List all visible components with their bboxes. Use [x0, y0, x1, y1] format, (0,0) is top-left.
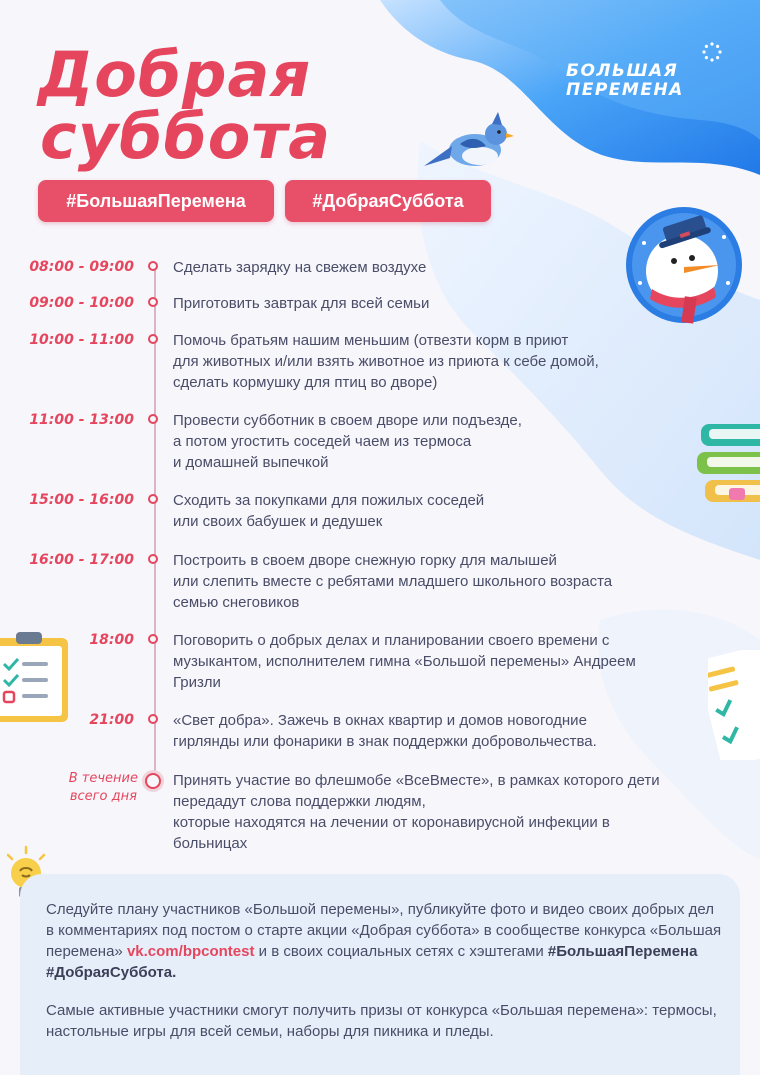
page-title-line1: Добрая: [38, 38, 312, 111]
timeline-dot: [148, 414, 158, 424]
schedule-text: Поговорить о добрых делах и планировании своего времени с музыкантом, исполнителем гимна «Большой перемены» Андреем Гризли: [173, 632, 636, 691]
schedule-time: 21:00: [89, 712, 134, 728]
checklist-icon: [708, 650, 760, 760]
bird-icon: [420, 108, 515, 178]
schedule-text: Построить в своем дворе снежную горку для малышей или слепить вместе с ребятами младшего школьного возраста семью снеговиков: [173, 552, 613, 611]
schedule-time: 08:00 - 09:00: [29, 259, 134, 275]
brand-line1: БОЛЬШАЯ: [566, 61, 679, 81]
brand-line2: ПЕРЕМЕНА: [566, 80, 684, 100]
books-icon: [695, 420, 760, 515]
timeline-dot: [148, 714, 158, 724]
schedule-text: Принять участие во флешмобе «ВсеВместе», в рамках которого дети передадут слова поддержки людям, которые находятся на лечении от коронавирусной инфекции в больницах: [173, 772, 660, 852]
schedule-time: 18:00: [89, 632, 134, 648]
schedule-text: Помочь братьям нашим меньшим (отвезти корм в приют для животных и/или взять животное из приюта к себе домой, сделать кормушку для птиц во дворе): [173, 332, 599, 391]
schedule-time: 09:00 - 10:00: [29, 295, 134, 311]
info-box: [20, 874, 740, 1075]
page-title-line2: суббота: [40, 100, 332, 173]
schedule-time: В течение всего дня: [68, 771, 138, 804]
hashtag-chip-ds[interactable]: #ДобраяСуббота: [285, 180, 491, 222]
info-paragraph-1: [46, 899, 726, 983]
schedule-text: Провести субботник в своем дворе или подъезде, а потом угостить соседей чаем из термоса и домашней выпечкой: [173, 412, 522, 471]
schedule-time: 10:00 - 11:00: [29, 332, 134, 348]
schedule-time: 11:00 - 13:00: [29, 412, 134, 428]
vk-link[interactable]: vk.com/bpcontest: [126, 943, 255, 960]
timeline-dot: [148, 494, 158, 504]
schedule-time: 16:00 - 17:00: [29, 552, 134, 568]
timeline-dot: [145, 773, 161, 789]
info-hashtags: #БольшаяПеремена #ДобраяСуббота.: [46, 943, 698, 981]
hashtag-chip-bp[interactable]: #БольшаяПеремена: [38, 180, 274, 222]
timeline-dot: [148, 297, 158, 307]
timeline-dot: [148, 261, 158, 271]
timeline-dot: [148, 334, 158, 344]
schedule-text: Сделать зарядку на свежем воздухе: [173, 259, 427, 276]
clipboard-icon: [0, 628, 72, 724]
info-text: и в своих социальных сетях с хэштегами: [254, 943, 548, 960]
timeline-dot: [148, 634, 158, 644]
brand-ring-icon: [702, 42, 722, 62]
brand-logo: [566, 62, 684, 100]
schedule-text: Приготовить завтрак для всей семьи: [173, 295, 430, 312]
info-text: Следуйте плану участников «Большой перемены», публикуйте фото и видео своих добрых дел в комментариях под постом о старте акции «Добрая суббота» в сообществе конкурса «Большая перемена»: [46, 901, 722, 960]
schedule-text: «Свет добра». Зажечь в окнах квартир и домов новогодние гирлянды или фонарики в знак поддержки добровольчества.: [173, 712, 597, 750]
timeline-dot: [148, 554, 158, 564]
schedule-text: Сходить за покупками для пожилых соседей или своих бабушек и дедушек: [173, 492, 485, 530]
info-paragraph-2: Самые активные участники смогут получить призы от конкурса «Большая перемена»: термосы, настольные игры для всей семьи, наборы для пикника и пледы.: [46, 1002, 717, 1040]
schedule-time: 15:00 - 16:00: [29, 492, 134, 508]
